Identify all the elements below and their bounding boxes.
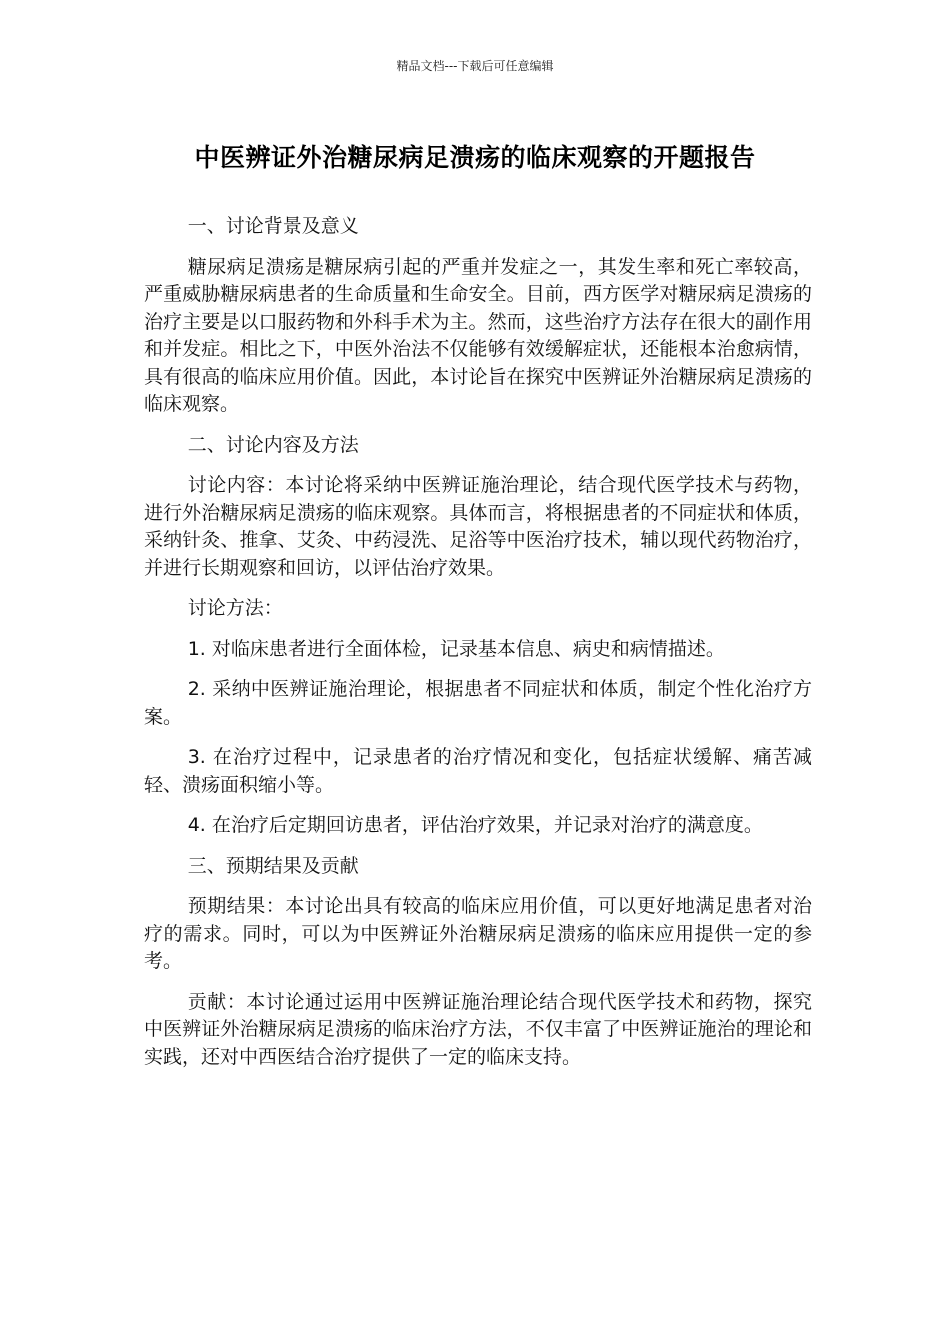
section-heading-background: 一、讨论背景及意义 — [187, 215, 359, 237]
method-item-2: 2. 采纳中医辨证施治理论，根据患者不同症状和体质，制定个性化治疗方案。 — [144, 678, 812, 728]
page-header-note: 精品文档---下载后可任意编辑 — [396, 59, 554, 73]
document-title: 中医辨证外治糖尿病足溃疡的临床观察的开题报告 — [194, 143, 756, 172]
method-item-4: 4. 在治疗后定期回访患者，评估治疗效果，并记录对治疗的满意度。 — [187, 814, 763, 836]
section-heading-expected-results: 三、预期结果及贡献 — [187, 854, 359, 877]
section-heading-content-method: 二、讨论内容及方法 — [187, 433, 359, 456]
method-item-1: 1. 对临床患者进行全面体检，记录基本信息、病史和病情描述。 — [187, 637, 725, 660]
paragraph-method-label: 讨论方法： — [187, 597, 283, 619]
paragraph-contribution: 贡献：本讨论通过运用中医辨证施治理论结合现代医学技术和药物，探究中医辨证外治糖尿病足溃疡的临床治疗方法，不仅丰富了中医辨证施治的理论和实践，还对中西医结合治疗提供了一定的临床支持。 — [144, 990, 812, 1068]
paragraph-expected-results: 预期结果：本讨论出具有较高的临床应用价值，可以更好地满足患者对治疗的需求。同时，可以为中医辨证外治糖尿病足溃疡的临床应用提供一定的参考。 — [144, 895, 812, 972]
paragraph-research-content: 讨论内容：本讨论将采纳中医辨证施治理论，结合现代医学技术与药物，进行外治糖尿病足溃疡的临床观察。具体而言，将根据患者的不同症状和体质，采纳针灸、推拿、艾灸、中药浸洗、足浴等中医治疗技术，辅以现代药物治疗，并进行长期观察和回访，以评估治疗效果。 — [144, 474, 812, 579]
paragraph-background: 糖尿病足溃疡是糖尿病引起的严重并发症之一，其发生率和死亡率较高，严重威胁糖尿病患者的生命质量和生命安全。目前，西方医学对糖尿病足溃疡的治疗主要是以口服药物和外科手术为主。然而，这些治疗方法存在很大的副作用和并发症。相比之下，中医外治法不仅能够有效缓解症状，还能根本治愈病情，具有很高的临床应用价值。因此，本讨论旨在探究中医辨证外治糖尿病足溃疡的临床观察。 — [144, 255, 812, 415]
document-body — [144, 213, 812, 1084]
method-item-3: 3. 在治疗过程中，记录患者的治疗情况和变化，包括症状缓解、痛苦减轻、溃疡面积缩小等。 — [144, 746, 812, 796]
